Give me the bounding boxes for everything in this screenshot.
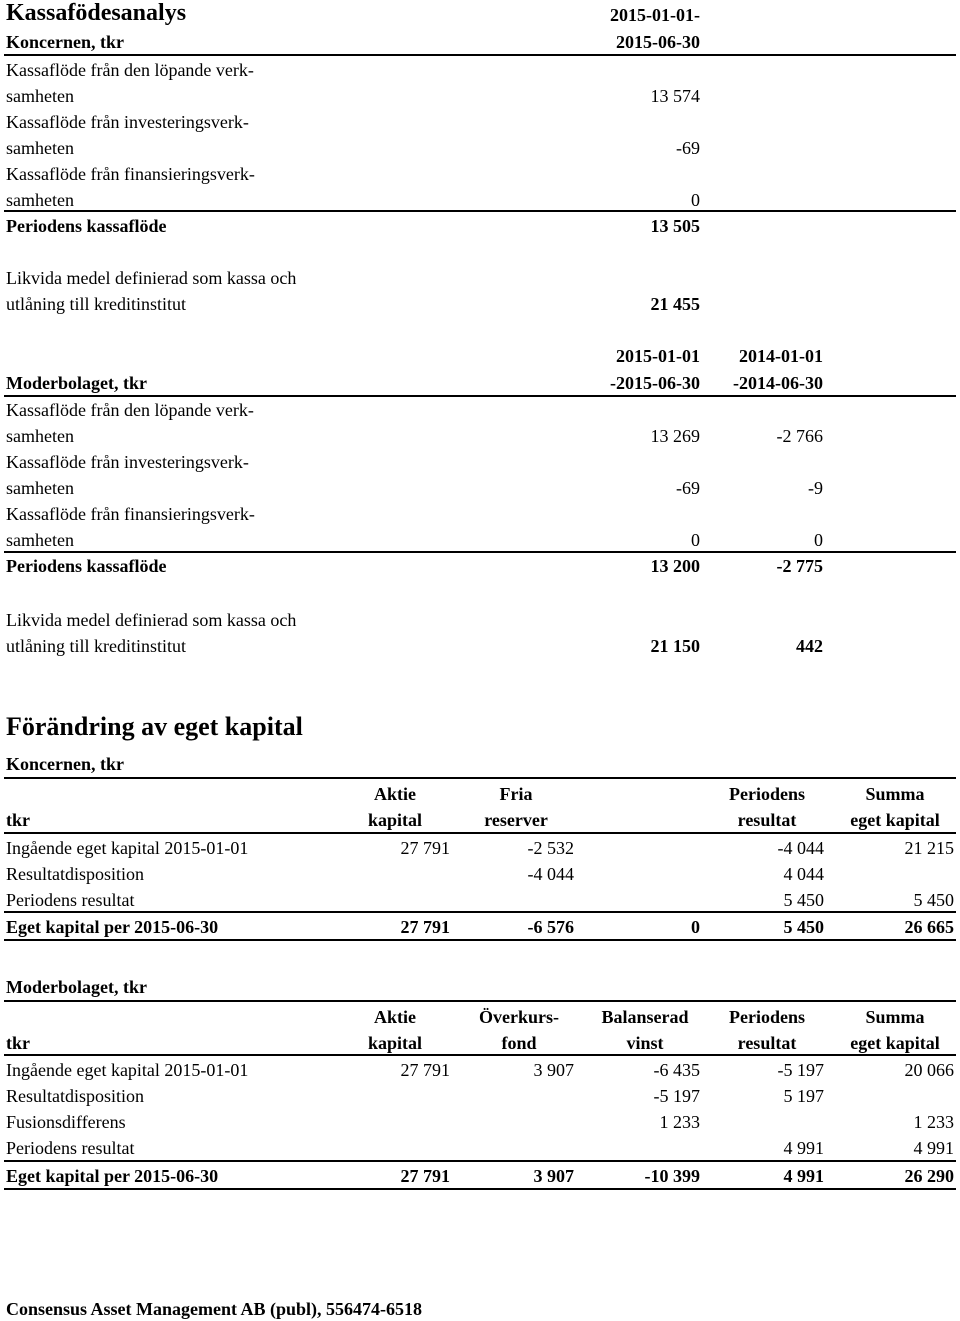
col-header: Periodens <box>729 1007 805 1027</box>
table-cell: 27 791 <box>400 1060 450 1080</box>
cash-value: 21 455 <box>650 294 700 314</box>
table-cell: 4 044 <box>783 864 824 884</box>
table-cell: 4 991 <box>783 1138 824 1158</box>
col-header: kapital <box>367 1033 423 1053</box>
table-row-label: Resultatdisposition <box>6 864 145 884</box>
table-cell: 27 791 <box>400 838 450 858</box>
row-label: samheten <box>6 138 74 158</box>
row-label: Kassaflöde från finansieringsverk- <box>6 164 255 184</box>
col-header: resultat <box>737 1033 797 1053</box>
table-total-cell: 27 791 <box>400 1166 450 1186</box>
divider <box>4 1000 956 1002</box>
divider <box>4 777 956 779</box>
total-value: -2 775 <box>776 556 823 576</box>
col-header: Summa <box>865 1007 925 1027</box>
row-value: 0 <box>691 530 700 550</box>
table-cell: 1 233 <box>913 1112 954 1132</box>
col-header: Aktie <box>374 784 416 804</box>
col-header: resultat <box>737 810 797 830</box>
cash-label: utlåning till kreditinstitut <box>6 636 186 656</box>
divider <box>4 832 956 834</box>
parent-cashflow-header: Moderbolaget, tkr <box>6 373 147 393</box>
group-period-line1: 2015-01-01- <box>610 5 700 25</box>
table-cell: 20 066 <box>904 1060 954 1080</box>
table-total-cell: 26 665 <box>904 917 954 937</box>
equity-title: Förändring av eget kapital <box>6 712 303 741</box>
row-value: 0 <box>814 530 823 550</box>
total-label: Periodens kassaflöde <box>6 556 167 576</box>
cash-value: 442 <box>796 636 823 656</box>
row-label: samheten <box>6 86 74 106</box>
parent-equity-header: Moderbolaget, tkr <box>6 977 147 997</box>
table-total-cell: 4 991 <box>783 1166 824 1186</box>
row-value: 13 574 <box>650 86 700 106</box>
table-total-cell: -6 576 <box>527 917 574 937</box>
table-cell: -2 532 <box>527 838 574 858</box>
cash-value: 21 150 <box>650 636 700 656</box>
total-value: 13 505 <box>650 216 700 236</box>
group-equity-header: Koncernen, tkr <box>6 754 124 774</box>
divider <box>4 939 956 941</box>
table-row-label: Periodens resultat <box>6 1138 135 1158</box>
table-total-cell: 26 290 <box>904 1166 954 1186</box>
col-header: Överkurs- <box>479 1007 559 1027</box>
row-value: -9 <box>808 478 823 498</box>
parent-col1-line2: -2015-06-30 <box>610 373 700 393</box>
parent-col2-line2: -2014-06-30 <box>733 373 823 393</box>
table-row-label: Ingående eget kapital 2015-01-01 <box>6 1060 249 1080</box>
table-cell: -5 197 <box>653 1086 700 1106</box>
divider <box>4 210 956 212</box>
table-cell: 21 215 <box>904 838 954 858</box>
table-total-cell: 0 <box>691 917 700 937</box>
table-cell: -4 044 <box>777 838 824 858</box>
footer-company: Consensus Asset Management AB (publ), 556474-6518 <box>6 1299 423 1319</box>
col-header: reserver <box>484 810 548 830</box>
table-total-cell: 27 791 <box>400 917 450 937</box>
col-header: Aktie <box>374 1007 416 1027</box>
col-header: Periodens <box>729 784 805 804</box>
group-cashflow-header: Koncernen, tkr <box>6 32 124 52</box>
table-total-cell: -10 399 <box>644 1166 700 1186</box>
table-cell: 4 991 <box>913 1138 954 1158</box>
table-cell: 3 907 <box>533 1060 574 1080</box>
col-header-tkr: tkr <box>6 810 30 830</box>
cash-label: utlåning till kreditinstitut <box>6 294 186 314</box>
table-cell: -6 435 <box>653 1060 700 1080</box>
table-total-cell: 3 907 <box>533 1166 574 1186</box>
row-label: Kassaflöde från investeringsverk- <box>6 112 249 132</box>
row-label: Kassaflöde från investeringsverk- <box>6 452 249 472</box>
row-value: 13 269 <box>650 426 700 446</box>
table-row-label: Resultatdisposition <box>6 1086 145 1106</box>
row-label: samheten <box>6 530 74 550</box>
table-row-label: Ingående eget kapital 2015-01-01 <box>6 838 249 858</box>
col-header: eget kapital <box>850 1033 940 1053</box>
col-header-tkr: tkr <box>6 1033 30 1053</box>
table-cell: -4 044 <box>527 864 574 884</box>
row-label: samheten <box>6 190 74 210</box>
table-cell: 1 233 <box>659 1112 700 1132</box>
cashflow-title: Kassafödesanalys <box>6 0 187 26</box>
group-period-line2: 2015-06-30 <box>616 32 700 52</box>
divider <box>4 54 956 56</box>
table-cell: 5 450 <box>913 890 954 910</box>
row-label: Kassaflöde från den löpande verk- <box>6 60 254 80</box>
row-label: samheten <box>6 478 74 498</box>
table-total-cell: 5 450 <box>783 917 824 937</box>
cash-label: Likvida medel definierad som kassa och <box>6 268 297 288</box>
cash-label: Likvida medel definierad som kassa och <box>6 610 297 630</box>
row-label: Kassaflöde från finansieringsverk- <box>6 504 255 524</box>
parent-col1-line1: 2015-01-01 <box>616 346 700 366</box>
table-row-label: Fusionsdifferens <box>6 1112 126 1132</box>
divider <box>4 1188 956 1190</box>
col-header: vinst <box>626 1033 664 1053</box>
row-value: -69 <box>676 478 700 498</box>
row-label: Kassaflöde från den löpande verk- <box>6 400 254 420</box>
table-total-label: Eget kapital per 2015-06-30 <box>6 917 219 937</box>
table-total-label: Eget kapital per 2015-06-30 <box>6 1166 219 1186</box>
col-header: kapital <box>367 810 423 830</box>
total-label: Periodens kassaflöde <box>6 216 167 236</box>
row-value: -69 <box>676 138 700 158</box>
divider <box>4 911 956 913</box>
col-header: Balanserad <box>601 1007 689 1027</box>
divider <box>4 1054 956 1056</box>
col-header: Fria <box>499 784 533 804</box>
parent-col2-line1: 2014-01-01 <box>739 346 823 366</box>
row-value: -2 766 <box>776 426 823 446</box>
row-label: samheten <box>6 426 74 446</box>
col-header: fond <box>501 1033 537 1053</box>
col-header: eget kapital <box>850 810 940 830</box>
row-value: 0 <box>691 190 700 210</box>
table-cell: 5 197 <box>783 1086 824 1106</box>
table-cell: -5 197 <box>777 1060 824 1080</box>
table-cell: 5 450 <box>783 890 824 910</box>
divider <box>4 395 956 397</box>
col-header: Summa <box>865 784 925 804</box>
divider <box>4 1160 956 1162</box>
total-value: 13 200 <box>650 556 700 576</box>
table-row-label: Periodens resultat <box>6 890 135 910</box>
divider <box>4 551 956 553</box>
